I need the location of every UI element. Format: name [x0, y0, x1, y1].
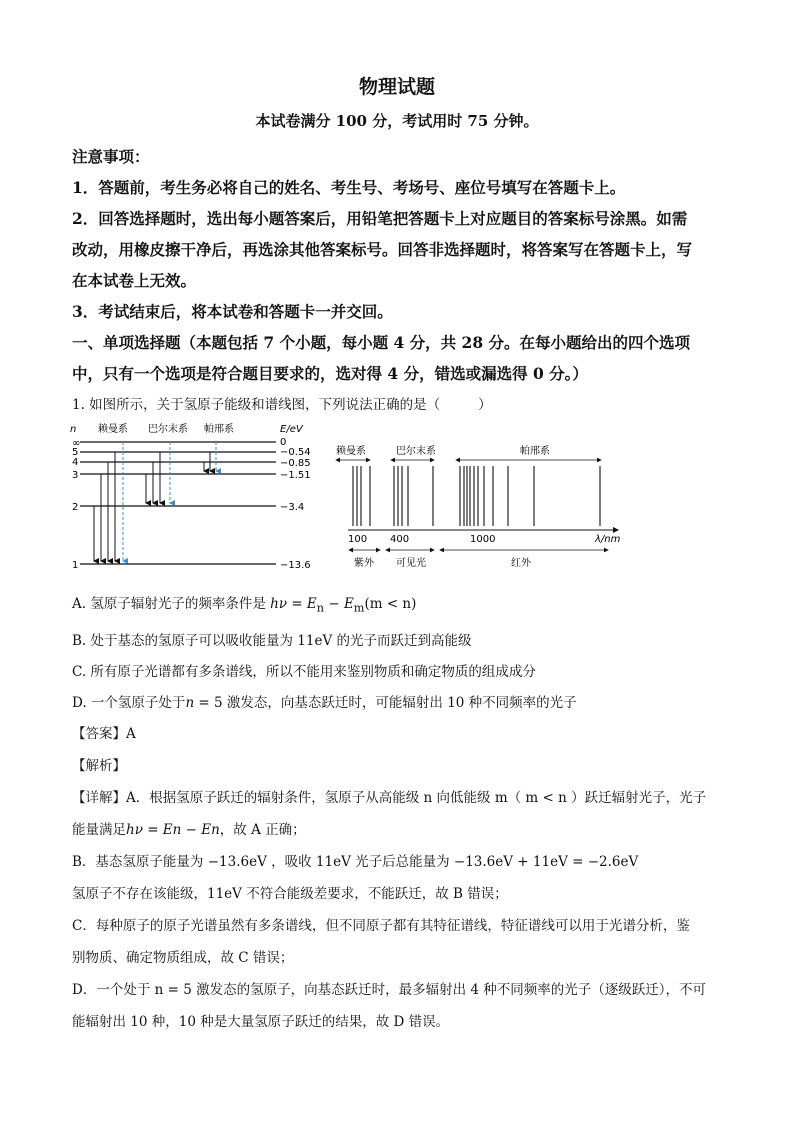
question-1-stem-end: ） [478, 397, 492, 413]
detail-a-line-1: 【详解】A．根据氢原子跃迁的辐射条件，氢原子从高能级 n 向低能级 m（ m < n ）跃迁辐射光子，光子 [72, 790, 707, 806]
option-a-condition: (m < n) [364, 596, 417, 612]
option-d [72, 691, 577, 711]
spectrum-label-paschen: 帕邢系 [520, 446, 550, 457]
option-b: B. 处于基态的氢原子可以吸收能量为 11eV 的光子而跃迁到高能级 [72, 633, 472, 649]
question-1-stem [72, 393, 492, 413]
section-heading-line-2: 中，只有一个选项是符合题目要求的，选对得 4 分，错选或漏选得 0 分。） [72, 364, 588, 383]
detail-d-line-1: D．一个处于 n = 5 激发态的氢原子，向基态跃迁时，最多辐射出 4 种不同频率的光子（逐级跃迁），不可 [72, 982, 707, 998]
detail-a-line-2 [72, 818, 306, 838]
wavelength-tick-100: 100 [348, 534, 368, 545]
series-label-balmer: 巴尔末系 [148, 424, 188, 435]
option-a-text: A. 氢原子辐射光子的频率条件是 [72, 596, 266, 612]
level-n-2: 2 [72, 502, 79, 513]
analysis-heading: 【解析】 [72, 758, 126, 774]
energy-axis-label: E/eV [280, 424, 303, 435]
detail-c-line-2: 别物质、确定物质组成，故 C 错误； [72, 950, 294, 966]
level-energy-4: −0.85 [280, 458, 311, 469]
level-energy-inf: 0 [280, 437, 287, 448]
option-d-var: n [185, 695, 195, 711]
notice-item-2-line-3: 在本试卷上无效。 [72, 271, 197, 290]
level-n-5: 5 [72, 447, 79, 458]
energy-level-diagram [70, 422, 311, 571]
detail-d-line-2: 能辐射出 10 种，10 种是大量氢原子跃迁的结果，故 D 错误。 [72, 1014, 450, 1030]
level-energy-1: −13.6 [280, 560, 311, 571]
paschen-spectral-lines [460, 466, 600, 526]
option-d-suffix: = 5 激发态，向基态跃迁时，可能辐射出 10 种不同频率的光子 [194, 695, 577, 711]
notice-item-2-line-2: 改动，用橡皮擦干净后，再选涂其他答案标号。回答非选择题时，将答案写在答题卡上，写 [72, 240, 693, 259]
spectrum-label-lyman: 赖曼系 [336, 446, 366, 457]
detail-b-line-2: 氢原子不存在该能级，11eV 不符合能级差要求，不能跃迁，故 B 错误； [72, 886, 508, 902]
detail-c-line-1: C．每种原子的原子光谱虽然有多条谱线，但不同原子都有其特征谱线，特征谱线可以用于光谱分析，鉴 [72, 918, 690, 934]
question-1-stem-text: 1. 如图所示，关于氢原子能级和谱线图，下列说法正确的是（ [72, 397, 441, 413]
level-energy-3: −1.51 [280, 470, 311, 481]
detail-a-line-2-suffix: ，故 A 正确； [219, 822, 306, 838]
option-a-formula-minus: − E [324, 596, 354, 612]
option-a-formula-main: hν = E [270, 596, 317, 612]
spectrum-label-balmer: 巴尔末系 [396, 446, 436, 457]
page-subtitle: 本试卷满分 100 分，考试用时 75 分钟。 [255, 112, 539, 130]
option-d-prefix: D. 一个氢原子处于 [72, 695, 186, 711]
level-n-4: 4 [72, 457, 79, 468]
level-n-inf: ∞ [72, 438, 81, 449]
region-label-ir: 红外 [511, 558, 531, 569]
wavelength-tick-1000: 1000 [470, 534, 496, 545]
series-label-paschen: 帕邢系 [204, 424, 234, 435]
lyman-spectral-lines [353, 466, 370, 526]
spectrum-diagram [336, 444, 621, 569]
detail-a-line-2-prefix: 能量满足 [72, 822, 126, 838]
level-energy-2: −3.4 [280, 502, 305, 513]
balmer-spectral-lines [394, 466, 433, 526]
answer-line: 【答案】A [72, 726, 136, 742]
page-title: 物理试题 [358, 76, 435, 98]
option-a [72, 592, 416, 615]
section-heading-line-1: 一、单项选择题（本题包括 7 个小题，每小题 4 分，共 28 分。在每小题给出的四个选项 [72, 333, 691, 352]
option-a-formula [270, 596, 417, 615]
n-axis-label: n [70, 424, 77, 435]
hydrogen-spectrum-figure [68, 418, 648, 578]
series-label-lyman: 赖曼系 [98, 424, 128, 435]
notice-item-3: 3．考试结束后，将本试卷和答题卡一并交回。 [72, 302, 393, 321]
detail-a-line-2-formula: hν = En − En [126, 822, 220, 838]
notice-item-1: 1．答题前，考生务必将自己的姓名、考生号、考场号、座位号填写在答题卡上。 [72, 178, 626, 197]
wavelength-axis-label: λ/nm [595, 534, 621, 545]
region-label-uv: 紫外 [354, 558, 374, 569]
level-energy-5: −0.54 [280, 447, 311, 458]
notice-item-2-line-1: 2．回答选择题时，选出每小题答案后，用铅笔把答题卡上对应题目的答案标号涂黑。如需 [72, 209, 688, 228]
option-c: C. 所有原子光谱都有多条谱线，所以不能用来鉴别物质和确定物质的组成成分 [72, 664, 536, 680]
wavelength-tick-400: 400 [390, 534, 410, 545]
option-a-sub-n: n [316, 601, 325, 615]
option-a-sub-m: m [353, 601, 365, 615]
detail-b-line-1: B．基态氢原子能量为 −13.6eV ，吸收 11eV 光子后总能量为 −13.6eV + 11eV = −2.6eV [72, 854, 639, 870]
level-n-1: 1 [72, 560, 79, 571]
level-n-3: 3 [72, 470, 79, 481]
notice-heading: 注意事项： [72, 147, 150, 166]
region-label-visible: 可见光 [396, 558, 426, 569]
